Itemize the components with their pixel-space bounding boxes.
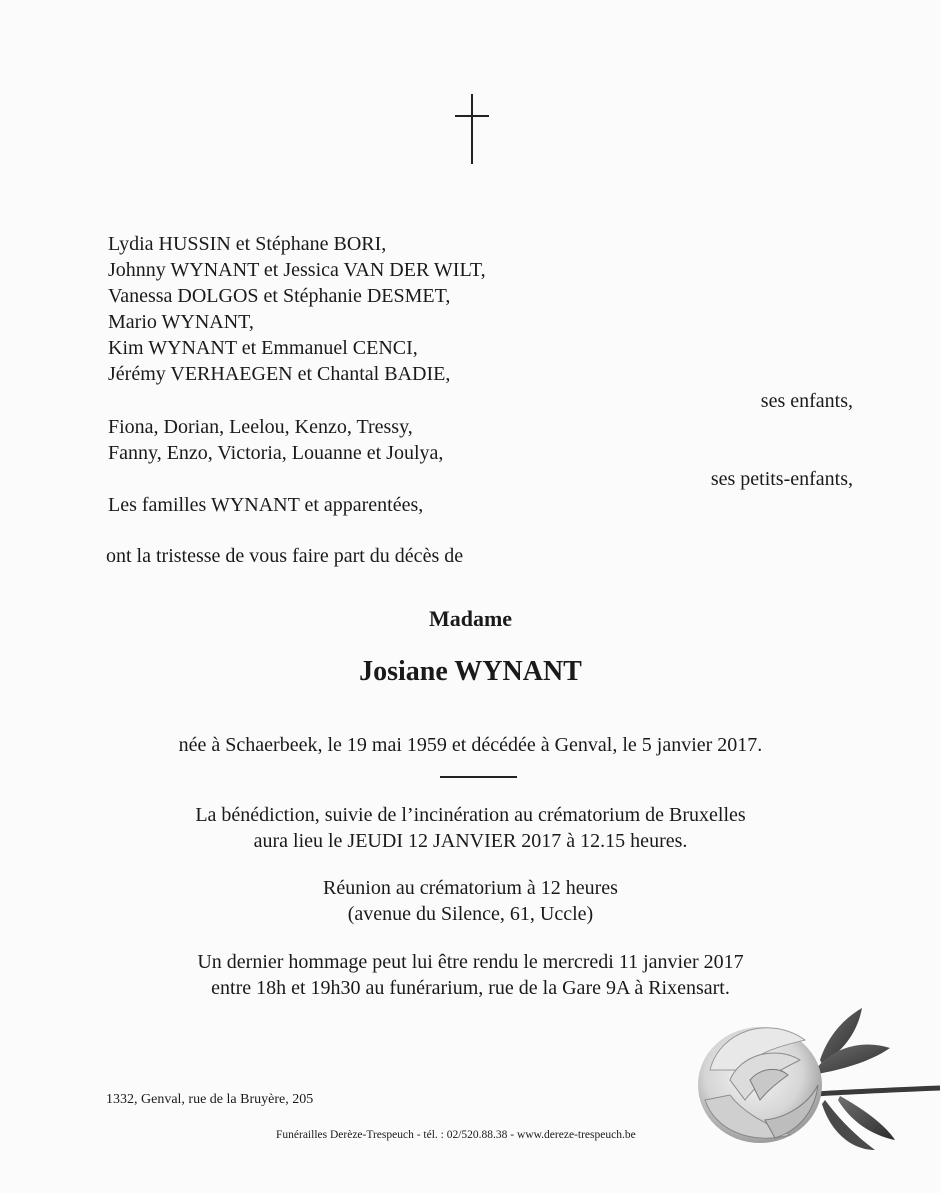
children-line: Vanessa DOLGOS et Stéphanie DESMET, (108, 285, 451, 307)
families-line: Les familles WYNANT et apparentées, (108, 494, 424, 516)
reunion-line: Réunion au crématorium à 12 heures (323, 877, 618, 899)
funeral-home-footer: Funérailles Derèze-Trespeuch - tél. : 02/520.88.38 - www.dereze-trespeuch.be (276, 1129, 636, 1141)
address: 1332, Genval, rue de la Bruyère, 205 (106, 1092, 314, 1107)
deceased-name: Josiane WYNANT (359, 656, 582, 687)
honorific: Madame (428, 606, 513, 631)
ceremony-line: aura lieu le JEUDI 12 JANVIER 2017 à 12.15 heures. (253, 830, 688, 852)
children-line: Mario WYNANT, (108, 311, 254, 333)
announcement-intro: ont la tristesse de vous faire part du décès de (106, 545, 464, 567)
children-line: Jérémy VERHAEGEN et Chantal BADIE, (108, 363, 451, 385)
children-line: Lydia HUSSIN et Stéphane BORI, (108, 233, 387, 255)
children-label: ses enfants, (760, 390, 853, 412)
grandchildren-line: Fiona, Dorian, Leelou, Kenzo, Tressy, (108, 416, 413, 438)
grandchildren-line: Fanny, Enzo, Victoria, Louanne et Joulya, (108, 442, 444, 464)
rose-image (690, 1000, 940, 1170)
grandchildren-label: ses petits-enfants, (710, 468, 853, 490)
birth-death-dates: née à Schaerbeek, le 19 mai 1959 et décédée à Genval, le 5 janvier 2017. (178, 734, 763, 756)
hommage-line: entre 18h et 19h30 au funérarium, rue de la Gare 9A à Rixensart. (211, 977, 730, 999)
divider (440, 776, 517, 778)
children-line: Kim WYNANT et Emmanuel CENCI, (108, 337, 418, 359)
reunion-line: (avenue du Silence, 61, Uccle) (347, 903, 594, 925)
children-line: Johnny WYNANT et Jessica VAN DER WILT, (108, 259, 486, 281)
cross-icon (455, 94, 489, 164)
hommage-line: Un dernier hommage peut lui être rendu le mercredi 11 janvier 2017 (197, 951, 744, 973)
ceremony-line: La bénédiction, suivie de l’incinération au crématorium de Bruxelles (195, 804, 746, 826)
